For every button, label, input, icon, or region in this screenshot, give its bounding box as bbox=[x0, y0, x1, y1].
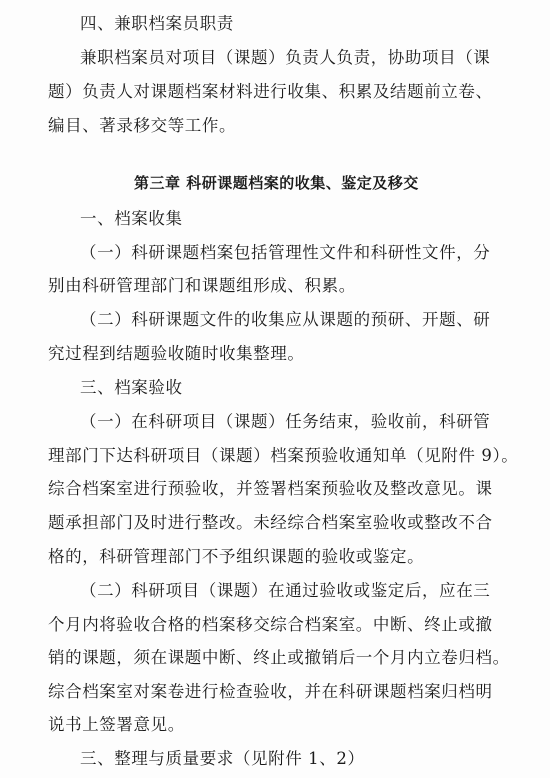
section-heading: 一、档案收集 bbox=[80, 209, 183, 228]
paragraph-line: （一）科研课题档案包括管理性文件和科研性文件，分 bbox=[80, 243, 491, 262]
paragraph-line: 究过程到结题验收随时收集整理。 bbox=[48, 344, 305, 363]
paragraph-line: 个月内将验收合格的档案移交综合档案室。中断、终止或撤 bbox=[48, 615, 493, 634]
paragraph-line: 说书上签署意见。 bbox=[48, 715, 185, 734]
paragraph-line: 格的，科研管理部门不予组织课题的验收或鉴定。 bbox=[48, 547, 425, 566]
paragraph-line: 销的课题，须在课题中断、终止或撤销后一个月内立卷归档。 bbox=[48, 648, 510, 667]
paragraph-line: 编目、著录移交等工作。 bbox=[48, 116, 237, 135]
paragraph-line: 综合档案室对案卷进行检查验收，并在科研课题档案归档明 bbox=[48, 682, 493, 701]
paragraph-line: 综合档案室进行预验收，并签署档案预验收及整改意见。课 bbox=[48, 479, 493, 498]
paragraph-line: 题）负责人对课题档案材料进行收集、积累及结题前立卷、 bbox=[48, 82, 493, 101]
section-heading: 三、档案验收 bbox=[80, 378, 183, 397]
section-heading: 四、兼职档案员职责 bbox=[80, 14, 234, 33]
paragraph-line: （二）科研项目（课题）在通过验收或鉴定后，应在三 bbox=[80, 581, 491, 600]
paragraph-line: 题承担部门及时进行整改。未经综合档案室验收或整改不合 bbox=[48, 513, 493, 532]
paragraph-line: （一）在科研项目（课题）任务结束，验收前，科研管 bbox=[80, 412, 491, 431]
paragraph-line: 理部门下达科研项目（课题）档案预验收通知单（见附件 9）。 bbox=[48, 446, 519, 465]
paragraph-line: 别由科研管理部门和课题组形成、积累。 bbox=[48, 276, 356, 295]
section-heading: 三、整理与质量要求（见附件 1、2） bbox=[80, 749, 365, 768]
chapter-title: 第三章 科研课题档案的收集、鉴定及移交 bbox=[134, 174, 419, 192]
paragraph-line: （二）科研课题文件的收集应从课题的预研、开题、研 bbox=[80, 310, 491, 329]
paragraph-line: 兼职档案员对项目（课题）负责人负责，协助项目（课 bbox=[80, 48, 491, 67]
